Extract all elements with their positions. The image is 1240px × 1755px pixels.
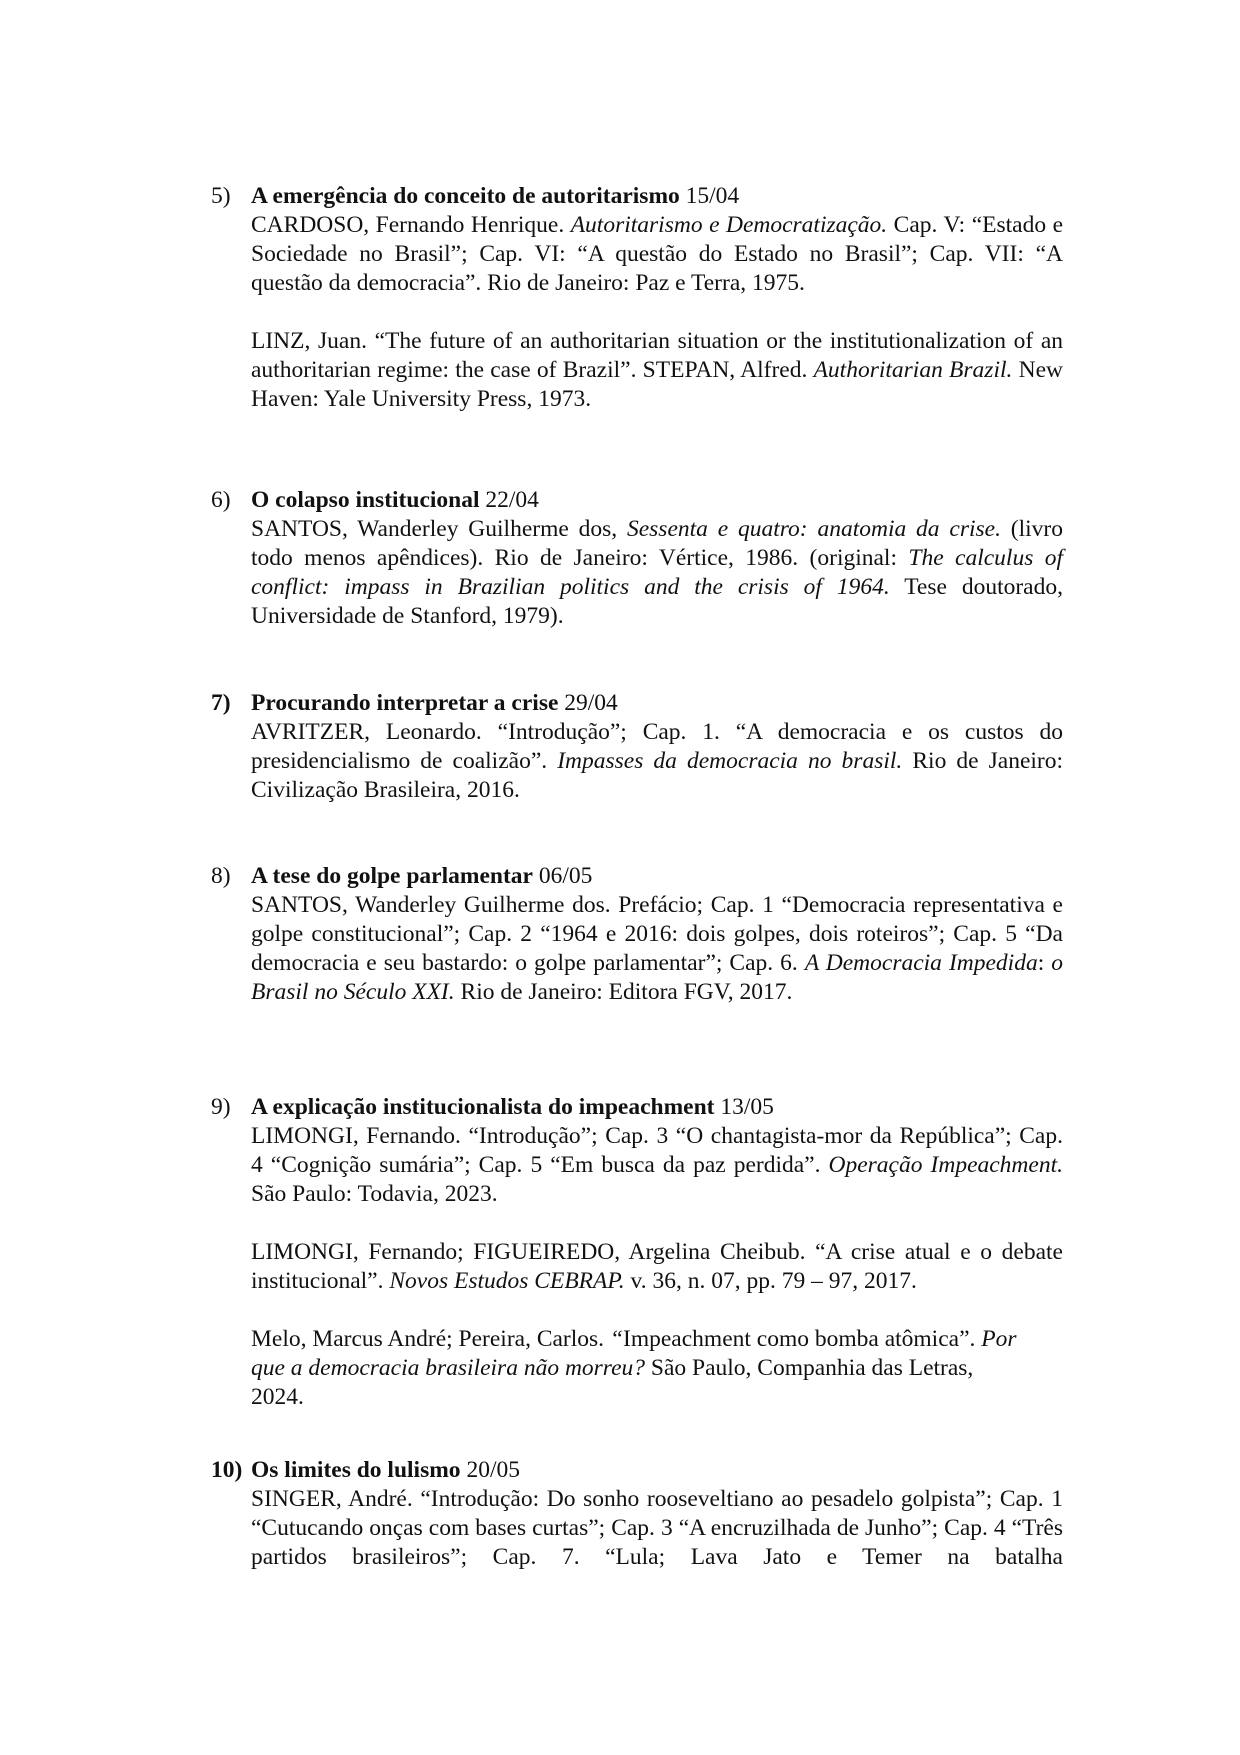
section-number: 8)	[211, 863, 231, 889]
reference: CARDOSO, Fernando Henrique. Autoritarismo e Democratização. Cap. V: “Estado e Sociedade no Brasil”; Cap. VI: “A questão do Estado no Brasil”; Cap. VII: “A questão da democracia”. Rio de Janeiro: Paz e Terra, 1975.	[251, 212, 1063, 296]
section-date: 20/05	[466, 1457, 520, 1483]
section-heading	[251, 486, 1063, 515]
section-date: 22/04	[485, 487, 539, 513]
section-heading	[251, 689, 1063, 718]
section-number: 6)	[211, 487, 231, 513]
section-title: A tese do golpe parlamentar	[251, 863, 533, 889]
section-title: A explicação institucionalista do impeachment	[251, 1094, 715, 1120]
section-6	[211, 486, 1063, 631]
section-title: O colapso institucional	[251, 487, 480, 513]
section-9	[211, 1093, 1063, 1412]
section-10	[211, 1456, 1063, 1572]
section-title: Os limites do lulismo	[251, 1457, 461, 1483]
reference: LINZ, Juan. “The future of an authoritarian situation or the institutionalization of an authoritarian regime: the case of Brazil”. STEPAN, Alfred. Authoritarian Brazil. New Haven: Yale University Press, 1973.	[251, 328, 1063, 412]
section-8	[211, 862, 1063, 1007]
section-7	[211, 689, 1063, 805]
reference: SANTOS, Wanderley Guilherme dos. Prefácio; Cap. 1 “Democracia representativa e golpe constitucional”; Cap. 2 “1964 e 2016: dois golpes, dois roteiros”; Cap. 5 “Da democracia e seu bastardo: o golpe parlamentar”; Cap. 6. A Democracia Impedida: o Brasil no Século XXI. Rio de Janeiro: Editora FGV, 2017.	[251, 892, 1064, 1005]
section-heading	[251, 1456, 1063, 1485]
section-title: Procurando interpretar a crise	[251, 690, 559, 716]
section-heading	[251, 1093, 1063, 1122]
section-number: 9)	[211, 1094, 231, 1120]
section-date: 13/05	[720, 1094, 774, 1120]
reference: AVRITZER, Leonardo. “Introdução”; Cap. 1. “A democracia e os custos do presidencialismo de coalizão”. Impasses da democracia no brasil. Rio de Janeiro: Civilização Brasileira, 2016.	[251, 719, 1064, 803]
reference: LIMONGI, Fernando. “Introdução”; Cap. 3 “O chantagista-mor da República”; Cap. 4 “Cognição sumária”; Cap. 5 “Em busca da paz perdida”. Operação Impeachment. São Paulo: Todavia, 2023.	[251, 1123, 1063, 1207]
section-number: 7)	[211, 690, 231, 716]
reference: SANTOS, Wanderley Guilherme dos, Sessenta e quatro: anatomia da crise. (livro todo menos apêndices). Rio de Janeiro: Vértice, 1986. (original: The calculus of conflict: impass in Brazilian politics and the crisis of 1964. Tese doutorado, Universidade de Stanford, 1979).	[251, 516, 1064, 629]
reference: Melo, Marcus André; Pereira, Carlos. “Impeachment como bomba atômica”. Por que a democracia brasileira não morreu? São Paulo, Companhia das Letras, 2024.	[251, 1326, 1017, 1410]
section-date: 15/04	[685, 183, 740, 209]
section-number: 5)	[211, 183, 231, 209]
reference: SINGER, André. “Introdução: Do sonho rooseveltiano ao pesadelo golpista”; Cap. 1 “Cutucando onças com bases curtas”; Cap. 3 “A encruzilhada de Junho”; Cap. 4 “Três partidos brasileiros”; Cap. 7. “Lula; Lava Jato e Temer na batalha	[251, 1486, 1063, 1570]
section-heading	[251, 862, 1063, 891]
reference: LIMONGI, Fernando; FIGUEIREDO, Argelina Cheibub. “A crise atual e o debate institucional”. Novos Estudos CEBRAP. v. 36, n. 07, pp. 79 – 97, 2017.	[251, 1239, 1063, 1294]
section-heading	[251, 182, 1063, 211]
section-date: 29/04	[564, 690, 618, 716]
section-number: 10)	[211, 1457, 243, 1483]
section-title: A emergência do conceito de autoritarismo	[251, 183, 680, 209]
section-date: 06/05	[538, 863, 593, 889]
section-5	[211, 182, 1063, 414]
